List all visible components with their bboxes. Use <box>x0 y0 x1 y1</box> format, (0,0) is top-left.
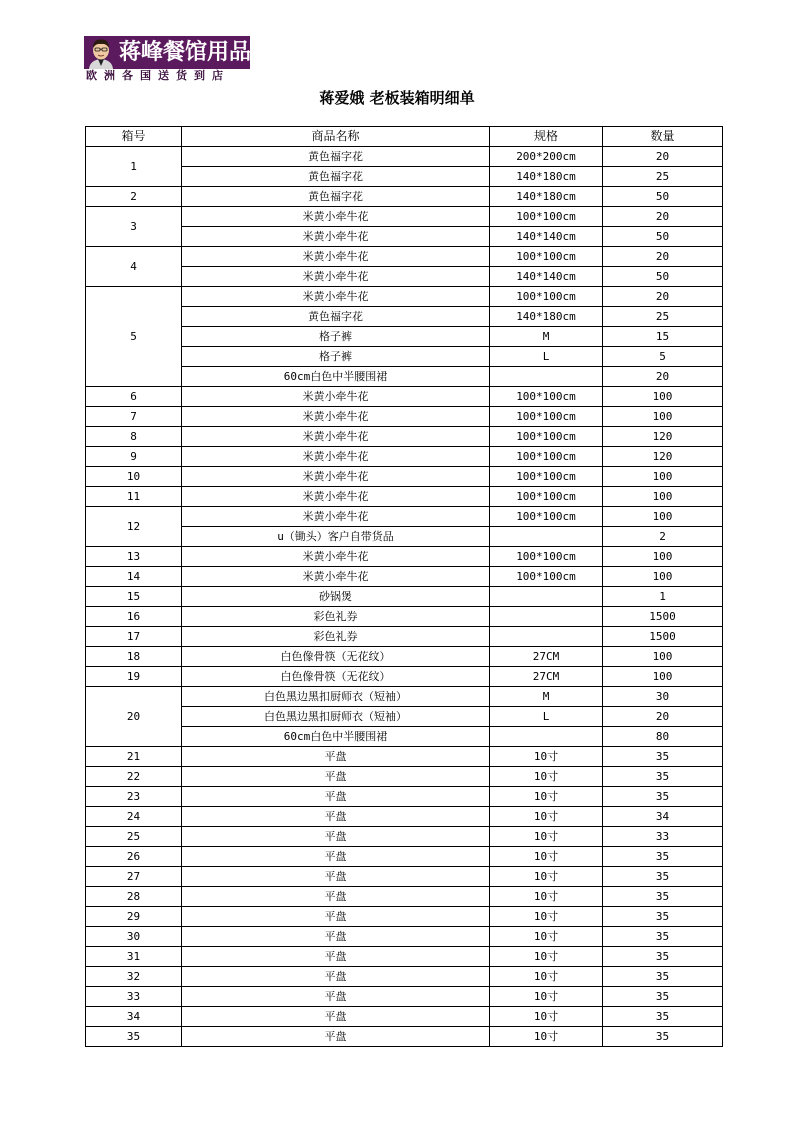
product-name-cell: 平盘 <box>182 887 490 907</box>
quantity-cell: 100 <box>603 547 723 567</box>
specification-cell: 100*100cm <box>490 547 603 567</box>
product-name-cell: 60cm白色中半腰围裙 <box>182 367 490 387</box>
product-name-cell: 米黄小牵牛花 <box>182 267 490 287</box>
box-number-cell: 8 <box>86 427 182 447</box>
specification-cell: 10寸 <box>490 827 603 847</box>
table-row <box>86 1007 723 1027</box>
box-number-cell: 29 <box>86 907 182 927</box>
quantity-cell: 100 <box>603 387 723 407</box>
table-row <box>86 287 723 307</box>
header-box-number: 箱号 <box>86 127 182 147</box>
quantity-cell: 100 <box>603 567 723 587</box>
table-row <box>86 847 723 867</box>
specification-cell: 10寸 <box>490 867 603 887</box>
table-row <box>86 487 723 507</box>
specification-cell: 100*100cm <box>490 407 603 427</box>
box-number-cell: 6 <box>86 387 182 407</box>
quantity-cell: 20 <box>603 247 723 267</box>
specification-cell: 10寸 <box>490 987 603 1007</box>
quantity-cell: 35 <box>603 747 723 767</box>
table-row <box>86 887 723 907</box>
quantity-cell: 1500 <box>603 627 723 647</box>
chef-portrait-icon <box>86 36 116 69</box>
specification-cell <box>490 367 603 387</box>
quantity-cell: 35 <box>603 967 723 987</box>
table-header-row <box>86 127 723 147</box>
quantity-cell: 34 <box>603 807 723 827</box>
box-number-cell: 12 <box>86 507 182 547</box>
box-number-cell: 34 <box>86 1007 182 1027</box>
product-name-cell: 砂锅煲 <box>182 587 490 607</box>
quantity-cell: 80 <box>603 727 723 747</box>
table-body <box>86 147 723 1047</box>
table-row <box>86 227 723 247</box>
table-row <box>86 167 723 187</box>
product-name-cell: 平盘 <box>182 767 490 787</box>
box-number-cell: 33 <box>86 987 182 1007</box>
specification-cell: 140*140cm <box>490 227 603 247</box>
product-name-cell: 米黄小牵牛花 <box>182 247 490 267</box>
quantity-cell: 2 <box>603 527 723 547</box>
product-name-cell: 黄色福字花 <box>182 147 490 167</box>
quantity-cell: 35 <box>603 987 723 1007</box>
quantity-cell: 120 <box>603 427 723 447</box>
product-name-cell: 白色黑边黑扣厨师衣（短袖） <box>182 687 490 707</box>
quantity-cell: 25 <box>603 307 723 327</box>
specification-cell: 10寸 <box>490 927 603 947</box>
specification-cell: 140*140cm <box>490 267 603 287</box>
product-name-cell: 格子裤 <box>182 327 490 347</box>
product-name-cell: 黄色福字花 <box>182 307 490 327</box>
table-row <box>86 807 723 827</box>
product-name-cell: 平盘 <box>182 747 490 767</box>
specification-cell: 10寸 <box>490 767 603 787</box>
box-number-cell: 10 <box>86 467 182 487</box>
specification-cell: 100*100cm <box>490 207 603 227</box>
header-specification: 规格 <box>490 127 603 147</box>
product-name-cell: 白色像骨筷（无花纹） <box>182 667 490 687</box>
specification-cell: 10寸 <box>490 907 603 927</box>
product-name-cell: 平盘 <box>182 967 490 987</box>
table-row <box>86 867 723 887</box>
specification-cell: 100*100cm <box>490 467 603 487</box>
table-row <box>86 367 723 387</box>
table-row <box>86 607 723 627</box>
quantity-cell: 5 <box>603 347 723 367</box>
specification-cell: M <box>490 687 603 707</box>
product-name-cell: 米黄小牵牛花 <box>182 407 490 427</box>
table-row <box>86 987 723 1007</box>
specification-cell: 100*100cm <box>490 567 603 587</box>
quantity-cell: 100 <box>603 647 723 667</box>
product-name-cell: 白色黑边黑扣厨师衣（短袖） <box>182 707 490 727</box>
box-number-cell: 2 <box>86 187 182 207</box>
quantity-cell: 35 <box>603 847 723 867</box>
table-row <box>86 627 723 647</box>
quantity-cell: 35 <box>603 867 723 887</box>
product-name-cell: u（锄头）客户自带货品 <box>182 527 490 547</box>
box-number-cell: 3 <box>86 207 182 247</box>
header-product-name: 商品名称 <box>182 127 490 147</box>
quantity-cell: 100 <box>603 667 723 687</box>
specification-cell: 100*100cm <box>490 427 603 447</box>
specification-cell: 10寸 <box>490 1027 603 1047</box>
product-name-cell: 60cm白色中半腰围裙 <box>182 727 490 747</box>
quantity-cell: 35 <box>603 1027 723 1047</box>
table-row <box>86 207 723 227</box>
quantity-cell: 100 <box>603 507 723 527</box>
product-name-cell: 米黄小牵牛花 <box>182 447 490 467</box>
quantity-cell: 1 <box>603 587 723 607</box>
specification-cell: L <box>490 707 603 727</box>
specification-cell: L <box>490 347 603 367</box>
table-row <box>86 647 723 667</box>
table-row <box>86 187 723 207</box>
box-number-cell: 1 <box>86 147 182 187</box>
specification-cell: 27CM <box>490 647 603 667</box>
table-row <box>86 247 723 267</box>
box-number-cell: 9 <box>86 447 182 467</box>
quantity-cell: 20 <box>603 707 723 727</box>
box-number-cell: 16 <box>86 607 182 627</box>
table-row <box>86 427 723 447</box>
box-number-cell: 18 <box>86 647 182 667</box>
quantity-cell: 100 <box>603 487 723 507</box>
box-number-cell: 11 <box>86 487 182 507</box>
quantity-cell: 15 <box>603 327 723 347</box>
product-name-cell: 平盘 <box>182 927 490 947</box>
table-row <box>86 327 723 347</box>
product-name-cell: 平盘 <box>182 947 490 967</box>
quantity-cell: 100 <box>603 467 723 487</box>
header-quantity: 数量 <box>603 127 723 147</box>
document-title: 蒋爱娥 老板装箱明细单 <box>319 89 475 107</box>
box-number-cell: 19 <box>86 667 182 687</box>
specification-cell: 10寸 <box>490 1007 603 1027</box>
specification-cell <box>490 627 603 647</box>
table-row <box>86 687 723 707</box>
product-name-cell: 彩色礼券 <box>182 607 490 627</box>
logo-company-name: 蒋峰餐馆用品 <box>119 40 252 65</box>
quantity-cell: 20 <box>603 207 723 227</box>
table-row <box>86 147 723 167</box>
table-row <box>86 267 723 287</box>
table-row <box>86 407 723 427</box>
table-row <box>86 787 723 807</box>
specification-cell: 100*100cm <box>490 487 603 507</box>
specification-cell: 10寸 <box>490 807 603 827</box>
quantity-cell: 50 <box>603 187 723 207</box>
quantity-cell: 35 <box>603 887 723 907</box>
product-name-cell: 米黄小牵牛花 <box>182 467 490 487</box>
quantity-cell: 35 <box>603 767 723 787</box>
table-row <box>86 507 723 527</box>
quantity-cell: 20 <box>603 367 723 387</box>
specification-cell: 100*100cm <box>490 447 603 467</box>
product-name-cell: 黄色福字花 <box>182 167 490 187</box>
box-number-cell: 28 <box>86 887 182 907</box>
product-name-cell: 平盘 <box>182 807 490 827</box>
table-row <box>86 727 723 747</box>
box-number-cell: 22 <box>86 767 182 787</box>
product-name-cell: 米黄小牵牛花 <box>182 547 490 567</box>
product-name-cell: 平盘 <box>182 867 490 887</box>
quantity-cell: 120 <box>603 447 723 467</box>
specification-cell: 140*180cm <box>490 187 603 207</box>
quantity-cell: 50 <box>603 227 723 247</box>
quantity-cell: 100 <box>603 407 723 427</box>
product-name-cell: 米黄小牵牛花 <box>182 507 490 527</box>
table-row <box>86 667 723 687</box>
packing-list-table <box>85 126 723 1047</box>
box-number-cell: 35 <box>86 1027 182 1047</box>
box-number-cell: 15 <box>86 587 182 607</box>
box-number-cell: 5 <box>86 287 182 387</box>
box-number-cell: 21 <box>86 747 182 767</box>
specification-cell: 140*180cm <box>490 307 603 327</box>
box-number-cell: 26 <box>86 847 182 867</box>
specification-cell: 10寸 <box>490 847 603 867</box>
specification-cell: 10寸 <box>490 947 603 967</box>
table-row <box>86 527 723 547</box>
specification-cell: 10寸 <box>490 747 603 767</box>
product-name-cell: 米黄小牵牛花 <box>182 207 490 227</box>
product-name-cell: 米黄小牵牛花 <box>182 227 490 247</box>
table-row <box>86 587 723 607</box>
table-row <box>86 967 723 987</box>
box-number-cell: 20 <box>86 687 182 747</box>
product-name-cell: 米黄小牵牛花 <box>182 387 490 407</box>
quantity-cell: 20 <box>603 287 723 307</box>
table-row <box>86 547 723 567</box>
product-name-cell: 彩色礼券 <box>182 627 490 647</box>
product-name-cell: 白色像骨筷（无花纹） <box>182 647 490 667</box>
product-name-cell: 米黄小牵牛花 <box>182 487 490 507</box>
table-row <box>86 387 723 407</box>
company-logo <box>84 36 250 83</box>
specification-cell <box>490 587 603 607</box>
product-name-cell: 平盘 <box>182 1007 490 1027</box>
table-row <box>86 927 723 947</box>
product-name-cell: 平盘 <box>182 907 490 927</box>
specification-cell: 10寸 <box>490 887 603 907</box>
product-name-cell: 米黄小牵牛花 <box>182 427 490 447</box>
product-name-cell: 平盘 <box>182 847 490 867</box>
table-row <box>86 307 723 327</box>
quantity-cell: 35 <box>603 907 723 927</box>
product-name-cell: 平盘 <box>182 987 490 1007</box>
table-row <box>86 747 723 767</box>
box-number-cell: 30 <box>86 927 182 947</box>
specification-cell <box>490 727 603 747</box>
box-number-cell: 4 <box>86 247 182 287</box>
specification-cell: 27CM <box>490 667 603 687</box>
box-number-cell: 13 <box>86 547 182 567</box>
box-number-cell: 23 <box>86 787 182 807</box>
specification-cell: 140*180cm <box>490 167 603 187</box>
product-name-cell: 平盘 <box>182 787 490 807</box>
table-row <box>86 907 723 927</box>
specification-cell: 100*100cm <box>490 387 603 407</box>
box-number-cell: 25 <box>86 827 182 847</box>
quantity-cell: 35 <box>603 1007 723 1027</box>
specification-cell: 10寸 <box>490 787 603 807</box>
table-row <box>86 347 723 367</box>
table-row <box>86 947 723 967</box>
box-number-cell: 17 <box>86 627 182 647</box>
product-name-cell: 格子裤 <box>182 347 490 367</box>
specification-cell: 100*100cm <box>490 287 603 307</box>
quantity-cell: 35 <box>603 787 723 807</box>
product-name-cell: 平盘 <box>182 827 490 847</box>
specification-cell: 10寸 <box>490 967 603 987</box>
table-row <box>86 1027 723 1047</box>
specification-cell: 200*200cm <box>490 147 603 167</box>
table-row <box>86 767 723 787</box>
box-number-cell: 31 <box>86 947 182 967</box>
table-row <box>86 447 723 467</box>
quantity-cell: 25 <box>603 167 723 187</box>
specification-cell: M <box>490 327 603 347</box>
quantity-cell: 30 <box>603 687 723 707</box>
product-name-cell: 米黄小牵牛花 <box>182 567 490 587</box>
box-number-cell: 7 <box>86 407 182 427</box>
quantity-cell: 20 <box>603 147 723 167</box>
logo-banner <box>84 36 250 69</box>
specification-cell: 100*100cm <box>490 247 603 267</box>
table-row <box>86 827 723 847</box>
product-name-cell: 米黄小牵牛花 <box>182 287 490 307</box>
box-number-cell: 14 <box>86 567 182 587</box>
specification-cell: 100*100cm <box>490 507 603 527</box>
box-number-cell: 27 <box>86 867 182 887</box>
quantity-cell: 50 <box>603 267 723 287</box>
product-name-cell: 黄色福字花 <box>182 187 490 207</box>
table-row <box>86 567 723 587</box>
box-number-cell: 24 <box>86 807 182 827</box>
table-row <box>86 467 723 487</box>
logo-slogan: 欧洲各国送货到店 <box>86 69 230 82</box>
quantity-cell: 1500 <box>603 607 723 627</box>
quantity-cell: 35 <box>603 927 723 947</box>
specification-cell <box>490 527 603 547</box>
specification-cell <box>490 607 603 627</box>
box-number-cell: 32 <box>86 967 182 987</box>
product-name-cell: 平盘 <box>182 1027 490 1047</box>
quantity-cell: 35 <box>603 947 723 967</box>
quantity-cell: 33 <box>603 827 723 847</box>
table-row <box>86 707 723 727</box>
